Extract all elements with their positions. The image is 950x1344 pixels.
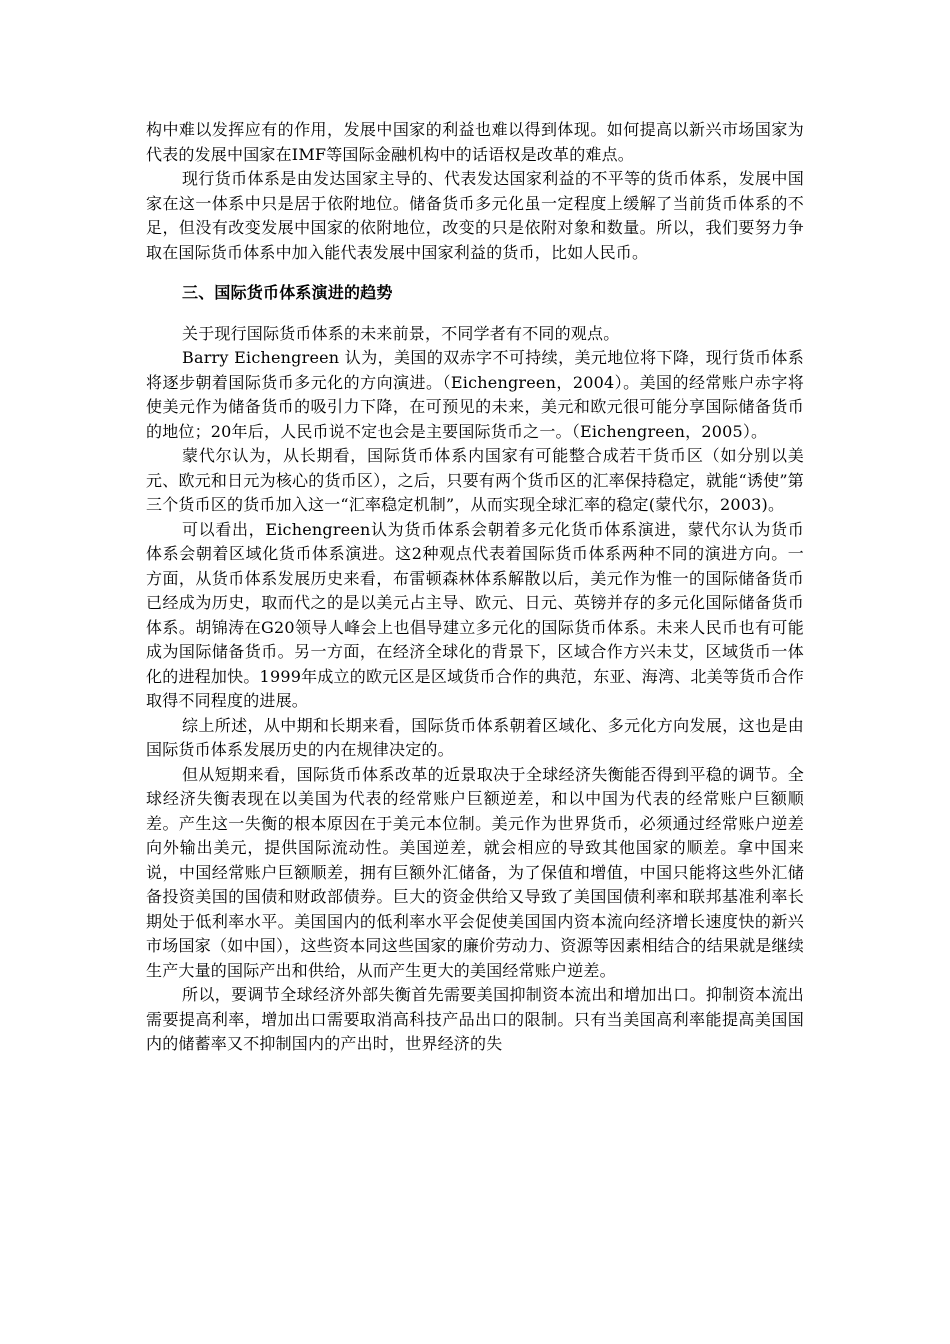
paragraph-intro: 关于现行国际货币体系的未来前景，不同学者有不同的观点。 bbox=[182, 323, 620, 343]
paragraph-conclusion: 所以，要调节全球经济外部失衡首先需要美国抑制资本流出和增加出口。抑制资本流出需要提高利率，增加出口需要取消高科技产品出口的限制。只有当美国高利率能提高美国国内的储蓄率又不抑制国内的产出时，世界经济的失 bbox=[146, 985, 804, 1053]
document-page bbox=[146, 118, 804, 1057]
paragraph-continuation: 构中难以发挥应有的作用，发展中国家的利益也难以得到体现。如何提高以新兴市场国家为代表的发展中国家在IMF等国际金融机构中的话语权是改革的难点。 bbox=[146, 120, 804, 164]
paragraph-current-system: 现行货币体系是由发达国家主导的、代表发达国家利益的不平等的货币体系，发展中国家在这一体系中只是居于依附地位。储备货币多元化虽一定程度上缓解了当前货币体系的不足，但没有改变发展中国家的依附地位，改变的只是依附对象和数量。所以，我们要努力争取在国际货币体系中加入能代表发展中国家利益的货币，比如人民币。 bbox=[146, 169, 804, 262]
section-heading: 三、国际货币体系演进的趋势 bbox=[182, 283, 393, 302]
paragraph-mundell: 蒙代尔认为，从长期看，国际货币体系内国家有可能整合成若干货币区（如分别以美元、欧元和日元为核心的货币区），之后，只要有两个货币区的汇率保持稳定，就能“诱使”第三个货币区的货币加入这一“汇率稳定机制”，从而实现全球汇率的稳定(蒙代尔，2003)。 bbox=[146, 446, 804, 514]
paragraph-eichengreen: Barry Eichengreen 认为，美国的双赤字不可持续，美元地位将下降，现行货币体系将逐步朝着国际货币多元化的方向演进。（Eichengreen，2004）。美国的经常账户赤字将使美元作为储备货币的吸引力下降，在可预见的未来，美元和欧元很可能分享国际储备货币的地位；20年后，人民币说不定也会是主要国际货币之一。（Eichengreen，2005）。 bbox=[146, 348, 804, 441]
paragraph-comparison: 可以看出，Eichengreen认为货币体系会朝着多元化货币体系演进，蒙代尔认为货币体系会朝着区域化货币体系演进。这2种观点代表着国际货币体系两种不同的演进方向。一方面，从货币体系发展历史来看，布雷顿森林体系解散以后，美元作为惟一的国际储备货币已经成为历史，取而代之的是以美元占主导、欧元、日元、英镑并存的多元化国际储备货币体系。胡锦涛在G20领导人峰会上也倡导建立多元化的国际货币体系。未来人民币也有可能成为国际储备货币。另一方面，在经济全球化的背景下，区域合作方兴未艾，区域货币一体化的进程加快。1999年成立的欧元区是区域货币合作的典范，东亚、海湾、北美等货币合作取得不同程度的进展。 bbox=[146, 519, 804, 710]
paragraph-short-term: 但从短期来看，国际货币体系改革的近景取决于全球经济失衡能否得到平稳的调节。全球经济失衡表现在以美国为代表的经常账户巨额逆差，和以中国为代表的经常账户巨额顺差。产生这一失衡的根本原因在于美元本位制。美元作为世界货币，必须通过经常账户逆差向外输出美元，提供国际流动性。美国逆差，就会相应的导致其他国家的顺差。拿中国来说，中国经常账户巨额顺差，拥有巨额外汇储备，为了保值和增值，中国只能将这些外汇储备投资美国的国债和财政部债券。巨大的资金供给又导致了美国国债利率和联邦基准利率长期处于低利率水平。美国国内的低利率水平会促使美国国内资本流向经济增长速度快的新兴市场国家（如中国），这些资本同这些国家的廉价劳动力、资源等因素相结合的结果就是继续生产大量的国际产出和供给，从而产生更大的美国经常账户逆差。 bbox=[146, 764, 804, 980]
paragraph-summary: 综上所述，从中期和长期来看，国际货币体系朝着区域化、多元化方向发展，这也是由国际货币体系发展历史的内在规律决定的。 bbox=[146, 715, 804, 759]
